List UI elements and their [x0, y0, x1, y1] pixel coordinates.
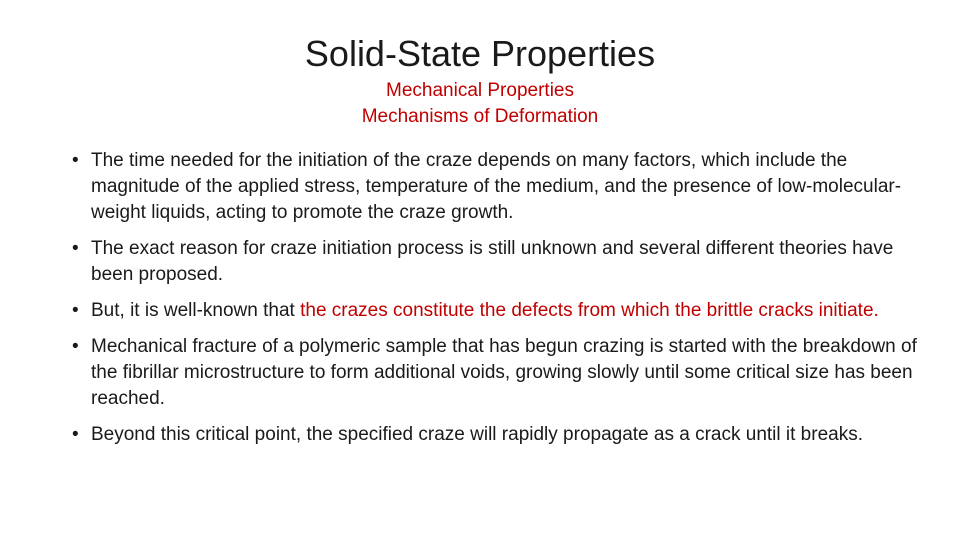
slide-title: Solid-State Properties — [304, 33, 656, 74]
subtitle-line-1: Mechanical Properties — [386, 80, 574, 101]
bullet-list — [72, 148, 922, 458]
subtitle-line-2: Mechanisms of Deformation — [361, 106, 599, 127]
bullet-item-2 — [72, 236, 922, 288]
slide-subtitle — [0, 78, 960, 130]
bullet-text: But, it is well-known that — [91, 300, 301, 321]
bullet-item-3 — [72, 298, 922, 324]
bullet-item-5 — [72, 422, 922, 448]
bullet-text: The exact reason for craze initiation process is still unknown and several different theories have been proposed. — [91, 238, 894, 285]
bullet-text: Beyond this critical point, the specified craze will rapidly propagate as a crack until it breaks. — [91, 424, 863, 445]
bullet-item-4 — [72, 334, 922, 412]
bullet-item-1 — [72, 148, 922, 226]
bullet-text: Mechanical fracture of a polymeric sample that has begun crazing is started with the breakdown of the fibrillar microstructure to form additional voids, growing slowly until some critical size has been reached. — [91, 336, 917, 409]
bullet-highlight-text: the crazes constitute the defects from which the brittle cracks initiate. — [300, 300, 879, 321]
bullet-text: The time needed for the initiation of the craze depends on many factors, which include the magnitude of the applied stress, temperature of the medium, and the presence of low-molecular-weight liquids, acting to promote the craze growth. — [91, 150, 902, 223]
